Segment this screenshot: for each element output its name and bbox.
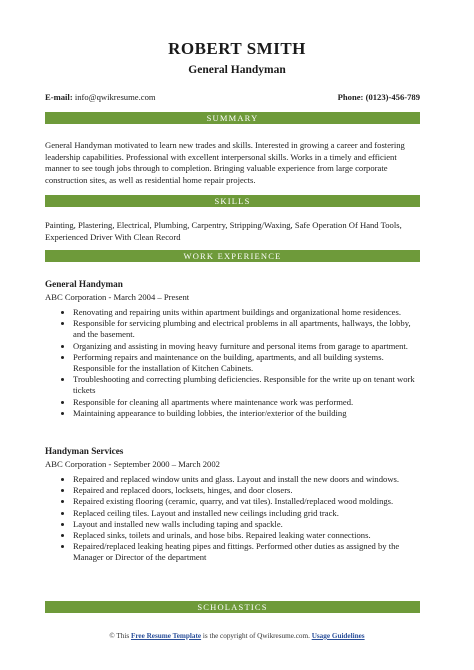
duty-item: • Repaired existing flooring (ceramic, quarry, and vat tiles). Installed/replaced wood moldings.: [73, 496, 423, 507]
summary-text: General Handyman motivated to learn new trades and skills. Interested in growing a career and fostering leadership capabilities. Professional with excellent interpersonal skills. Works in a timely and efficient manner to see tough jobs through to completion. Bringing valuable experience from large corporate construction sites, as well as residential home repair projects.: [45, 140, 405, 185]
footer-middle: is the copyright of Qwikresume.com.: [202, 632, 310, 640]
duty-item: • Responsible for servicing plumbing and electrical problems in all apartments, hallways, the lobby, and the basement.: [73, 318, 423, 340]
duty-item: • Replaced sinks, toilets and urinals, and hose bibs. Repaired leaking water connections.: [73, 530, 423, 541]
duty-item: • Repaired and replaced window units and glass. Layout and install the new doors and windows.: [73, 474, 423, 485]
duty-item: • Troubleshooting and correcting plumbing deficiencies. Responsible for the write up on tenant work tickets: [73, 374, 423, 396]
skills-section-header: SKILLS: [45, 195, 420, 207]
email-contact: [45, 92, 156, 102]
job-company-dates: ABC Corporation - September 2000 – March 2002: [45, 458, 220, 469]
job-title-heading: General Handyman: [188, 64, 286, 76]
contact-row: [45, 92, 420, 102]
duty-item: • Maintaining appearance to building lobbies, the interior/exterior of the building: [73, 408, 423, 419]
phone-value: (0123)-456-789: [365, 92, 420, 102]
duty-item: • Responsible for cleaning all apartments where maintenance work was performed.: [73, 397, 423, 408]
free-resume-template-link[interactable]: Free Resume Template: [130, 632, 202, 640]
job-entry: [45, 446, 423, 564]
copyright-icon: ©: [109, 632, 115, 640]
skills-text: Painting, Plastering, Electrical, Plumbing, Carpentry, Stripping/Waxing, Safe Operation Of Hand Tools, Experienced Driver With Clean Record: [45, 220, 402, 242]
job-duties-list: [45, 307, 423, 419]
summary-section-header: SUMMARY: [45, 112, 420, 124]
duty-item: • Repaired/replaced leaking heating pipes and fittings. Performed other duties as assigned by the Manager or Director of the department: [73, 541, 423, 563]
email-value[interactable]: info@qwikresume.com: [74, 92, 156, 102]
duty-item: • Layout and installed new walls including taping and spackle.: [73, 519, 423, 530]
footer-prefix: This: [116, 632, 130, 640]
duty-item: • Replaced ceiling tiles. Layout and installed new ceilings including grid track.: [73, 508, 423, 519]
usage-guidelines-link[interactable]: Usage Guidelines: [311, 632, 365, 640]
experience-section-header: WORK EXPERIENCE: [45, 250, 420, 262]
footer: [0, 632, 474, 640]
job-title: Handyman Services: [45, 446, 124, 456]
phone-contact: [338, 92, 420, 102]
duty-item: • Organizing and assisting in moving heavy furniture and personal items from garage to apartment.: [73, 341, 423, 352]
scholastics-section-header: SCHOLASTICS: [45, 601, 420, 613]
email-label: E-mail:: [45, 92, 73, 102]
job-company-dates: ABC Corporation - March 2004 – Present: [45, 291, 190, 302]
job-title: General Handyman: [45, 279, 123, 289]
job-duties-list: [45, 474, 423, 564]
duty-item: • Performing repairs and maintenance on the building, apartments, and all building systems. Responsible for the installation of Kitchen Cabinets.: [73, 352, 423, 374]
phone-label: Phone:: [337, 92, 364, 102]
duty-item: • Renovating and repairing units within apartment buildings and organizational home residences.: [73, 307, 423, 318]
duty-item: • Repaired and replaced doors, locksets, hinges, and door closers.: [73, 485, 423, 496]
candidate-name: ROBERT SMITH: [168, 39, 306, 58]
job-entry: [45, 279, 423, 419]
